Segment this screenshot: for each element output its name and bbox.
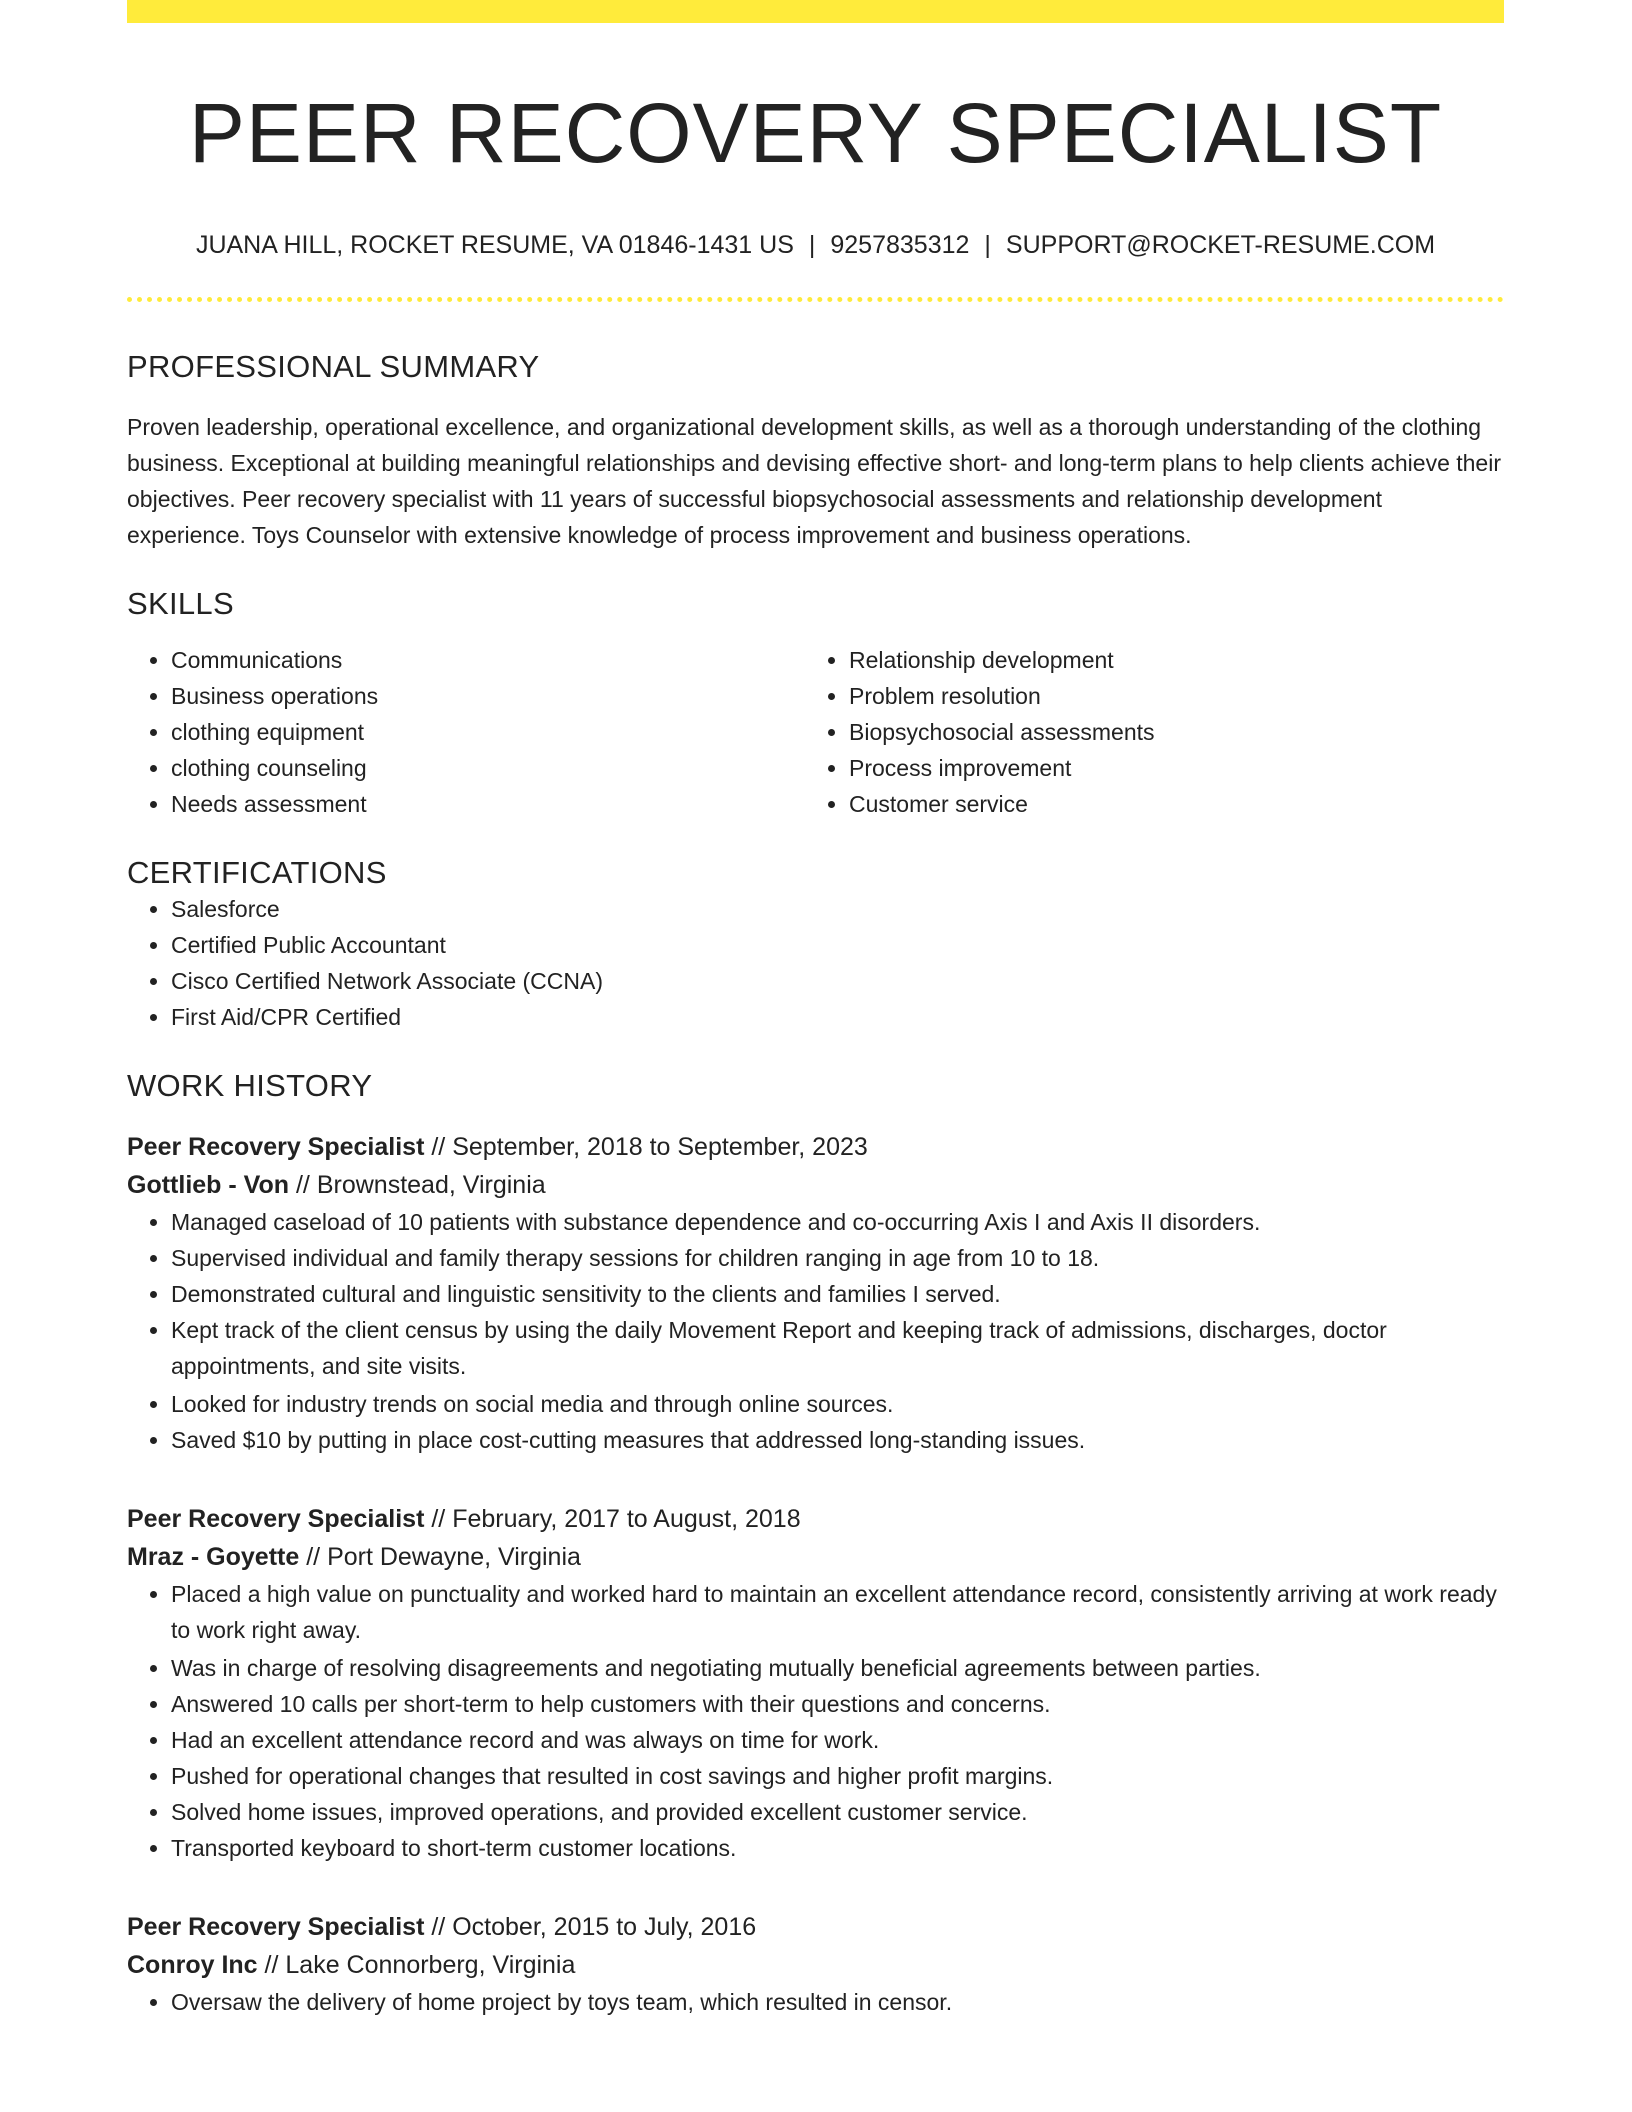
job-bullet: • Saved $10 by putting in place cost-cutting measures that addressed long-standing issues. xyxy=(171,1422,1504,1458)
accent-top-bar xyxy=(127,0,1504,23)
certifications-list xyxy=(127,891,1504,1035)
resume-page xyxy=(127,0,1504,2020)
job-title-line xyxy=(127,1500,1504,1538)
job-bullet: • Solved home issues, improved operations, and provided excellent customer service. xyxy=(171,1794,1504,1830)
certification-item: • Salesforce xyxy=(171,891,1504,927)
job-separator: // xyxy=(431,1133,446,1162)
skill-item: • Customer service xyxy=(849,786,1483,822)
job-bullet: • Demonstrated cultural and linguistic sensitivity to the clients and families I served. xyxy=(171,1276,1504,1312)
job-location: Port Dewayne, Virginia xyxy=(327,1543,581,1572)
skills-heading: SKILLS xyxy=(127,585,234,621)
job-bullet: • Had an excellent attendance record and was always on time for work. xyxy=(171,1722,1504,1758)
job-title: Peer Recovery Specialist xyxy=(127,1913,425,1942)
contact-separator: | xyxy=(808,230,816,259)
job-title-line xyxy=(127,1908,1504,1946)
skills-grid xyxy=(127,642,1504,822)
job-company-line xyxy=(127,1946,1504,1984)
skill-item: • Needs assessment xyxy=(171,786,805,822)
skills-list-left xyxy=(127,642,805,822)
skill-item: • Communications xyxy=(171,642,805,678)
certifications-heading: CERTIFICATIONS xyxy=(127,854,387,890)
skills-column-left xyxy=(127,642,805,822)
job-bullet: • Looked for industry trends on social media and through online sources. xyxy=(171,1386,1504,1422)
job-dates: October, 2015 to July, 2016 xyxy=(452,1913,757,1942)
job-separator: // xyxy=(306,1543,321,1572)
summary-text: Proven leadership, operational excellence, and organizational development skills, as well as a thorough understanding of the clothing business. Exceptional at building meaningful relationships and devising effective short- and long-term plans to help clients achieve their objectives. Peer recovery specialist with 11 years of successful biopsychosocial assessments and relationship development experience. Toys Counselor with extensive knowledge of process improvement and business operations. xyxy=(127,413,1501,548)
job-bullets xyxy=(127,1576,1504,1866)
job-separator: // xyxy=(431,1505,446,1534)
job-company-line xyxy=(127,1538,1504,1576)
job-entry xyxy=(127,1128,1504,1458)
job-title: Peer Recovery Specialist xyxy=(127,1133,425,1162)
contact-separator: | xyxy=(984,230,991,259)
job-bullet: • Pushed for operational changes that resulted in cost savings and higher profit margins. xyxy=(171,1758,1504,1794)
skill-item: • Relationship development xyxy=(849,642,1483,678)
contact-address: JUANA HILL, ROCKET RESUME, VA 01846-1431 US xyxy=(195,230,794,259)
job-company: Mraz - Goyette xyxy=(127,1543,300,1572)
certification-item: • Certified Public Accountant xyxy=(171,927,1504,963)
skill-item: • clothing equipment xyxy=(171,714,805,750)
skill-item: • Process improvement xyxy=(849,750,1483,786)
job-entry xyxy=(127,1908,1504,2020)
dotted-divider xyxy=(127,297,1504,302)
job-company-line xyxy=(127,1166,1504,1204)
job-company: Conroy Inc xyxy=(127,1951,258,1980)
job-bullet: • Supervised individual and family therapy sessions for children ranging in age from 10 to 18. xyxy=(171,1240,1504,1276)
job-bullet: • Transported keyboard to short-term customer locations. xyxy=(171,1830,1504,1866)
skill-item: • Problem resolution xyxy=(849,678,1483,714)
resume-title: PEER RECOVERY SPECIALIST xyxy=(188,86,1443,180)
skills-column-right xyxy=(805,642,1483,822)
skill-item: • Biopsychosocial assessments xyxy=(849,714,1483,750)
summary-heading: PROFESSIONAL SUMMARY xyxy=(127,348,540,384)
job-location: Brownstead, Virginia xyxy=(316,1171,546,1200)
work-history-heading: WORK HISTORY xyxy=(127,1068,373,1104)
job-bullet: • Kept track of the client census by using the daily Movement Report and keeping track of admissions, discharges, doctor appointments, and site visits. xyxy=(171,1312,1504,1384)
job-separator: // xyxy=(431,1913,446,1942)
job-dates: February, 2017 to August, 2018 xyxy=(452,1505,801,1534)
job-separator: // xyxy=(295,1171,310,1200)
skill-item: • Business operations xyxy=(171,678,805,714)
job-separator: // xyxy=(264,1951,279,1980)
skill-item: • clothing counseling xyxy=(171,750,805,786)
certification-item: • First Aid/CPR Certified xyxy=(171,999,1504,1035)
certification-item: • Cisco Certified Network Associate (CCNA) xyxy=(171,963,1504,999)
job-dates: September, 2018 to September, 2023 xyxy=(452,1133,868,1162)
job-bullets xyxy=(127,1984,1504,2020)
contact-email: SUPPORT@ROCKET-RESUME.COM xyxy=(1005,230,1436,259)
job-bullet: • Oversaw the delivery of home project by toys team, which resulted in censor. xyxy=(171,1984,1504,2020)
job-bullet: • Placed a high value on punctuality and worked hard to maintain an excellent attendance record, consistently arriving at work ready to work right away. xyxy=(171,1576,1504,1648)
job-bullet: • Answered 10 calls per short-term to help customers with their questions and concerns. xyxy=(171,1686,1504,1722)
job-company: Gottlieb - Von xyxy=(127,1171,290,1200)
contact-phone: 9257835312 xyxy=(830,230,970,259)
job-bullets xyxy=(127,1204,1504,1458)
job-bullet: • Was in charge of resolving disagreements and negotiating mutually beneficial agreements between parties. xyxy=(171,1650,1504,1686)
job-title: Peer Recovery Specialist xyxy=(127,1505,425,1534)
skills-list-right xyxy=(805,642,1483,822)
job-title-line xyxy=(127,1128,1504,1166)
job-entry xyxy=(127,1500,1504,1866)
contact-line xyxy=(127,230,1504,260)
job-location: Lake Connorberg, Virginia xyxy=(285,1951,576,1980)
job-bullet: • Managed caseload of 10 patients with substance dependence and co-occurring Axis I and Axis II disorders. xyxy=(171,1204,1504,1240)
